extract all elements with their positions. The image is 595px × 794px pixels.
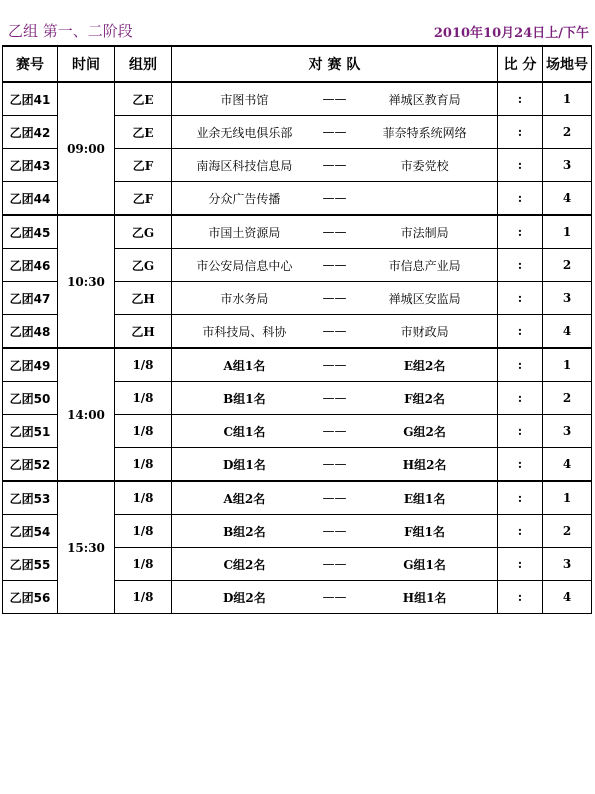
match-teams (172, 348, 498, 382)
match-number: 乙团54 (3, 515, 58, 548)
away-team: 菲奈特系统网络 (382, 125, 467, 140)
match-number: 乙团44 (3, 182, 58, 216)
match-teams (172, 282, 498, 315)
court-number: 2 (543, 515, 592, 548)
home-team: 市国土资源局 (208, 225, 281, 240)
court-number: 1 (543, 215, 592, 249)
home-team: D组1名 (223, 457, 266, 472)
match-number: 乙团48 (3, 315, 58, 349)
match-group: 乙E (115, 116, 172, 149)
column-header-teams: 对 赛 队 (172, 46, 498, 82)
match-group: 1/8 (115, 548, 172, 581)
match-teams (172, 149, 498, 182)
match-teams (172, 448, 498, 482)
table-header-row (3, 46, 592, 82)
time-slot: 15:30 (58, 481, 115, 614)
match-group: 1/8 (115, 382, 172, 415)
court-number: 2 (543, 382, 592, 415)
versus-dash: —— (322, 324, 347, 338)
match-score: : (498, 182, 543, 216)
match-teams (172, 249, 498, 282)
match-score: : (498, 548, 543, 581)
away-team: E组2名 (403, 358, 446, 373)
away-team: H组2名 (402, 457, 447, 472)
schedule-body (3, 82, 592, 614)
match-group: 1/8 (115, 481, 172, 515)
court-number: 4 (543, 182, 592, 216)
match-teams (172, 515, 498, 548)
match-score: : (498, 249, 543, 282)
match-group: 乙H (115, 282, 172, 315)
match-number: 乙团45 (3, 215, 58, 249)
schedule-date: 2010年10月24日上/下午 (433, 26, 589, 41)
match-number: 乙团56 (3, 581, 58, 614)
away-team: 市委党校 (400, 158, 449, 173)
schedule-table (2, 45, 592, 614)
court-number: 1 (543, 82, 592, 116)
match-number: 乙团50 (3, 382, 58, 415)
court-number: 3 (543, 415, 592, 448)
home-team: B组2名 (223, 524, 266, 539)
home-team: 市水务局 (220, 291, 269, 306)
away-team: G组1名 (403, 557, 446, 572)
versus-dash: —— (322, 258, 347, 272)
match-score: : (498, 581, 543, 614)
match-score: : (498, 515, 543, 548)
match-score: : (498, 415, 543, 448)
time-slot: 10:30 (58, 215, 115, 348)
match-number: 乙团42 (3, 116, 58, 149)
away-team: 市法制局 (400, 225, 449, 240)
court-number: 2 (543, 116, 592, 149)
away-team: F组2名 (404, 391, 446, 406)
versus-dash: —— (322, 125, 347, 139)
court-number: 4 (543, 315, 592, 349)
court-number: 4 (543, 581, 592, 614)
match-number: 乙团46 (3, 249, 58, 282)
match-teams (172, 581, 498, 614)
home-team: 分众广告传播 (208, 191, 281, 206)
match-number: 乙团49 (3, 348, 58, 382)
home-team: C组1名 (223, 424, 266, 439)
time-slot: 09:00 (58, 82, 115, 215)
versus-dash: —— (322, 391, 347, 405)
match-teams (172, 481, 498, 515)
match-number: 乙团55 (3, 548, 58, 581)
column-header-court: 场地号 (543, 46, 592, 82)
match-score: : (498, 116, 543, 149)
home-team: 市图书馆 (220, 92, 269, 107)
versus-dash: —— (322, 92, 347, 106)
table-row (3, 215, 592, 249)
match-score: : (498, 315, 543, 349)
versus-dash: —— (322, 590, 347, 604)
court-number: 2 (543, 249, 592, 282)
away-team: E组1名 (403, 491, 446, 506)
table-row (3, 348, 592, 382)
match-score: : (498, 215, 543, 249)
court-number: 3 (543, 548, 592, 581)
match-group: 乙F (115, 149, 172, 182)
match-teams (172, 82, 498, 116)
home-team: 南海区科技信息局 (196, 158, 293, 173)
versus-dash: —— (322, 358, 347, 372)
match-group: 1/8 (115, 348, 172, 382)
match-number: 乙团52 (3, 448, 58, 482)
match-number: 乙团41 (3, 82, 58, 116)
home-team: 市科技局、科协 (202, 324, 287, 339)
match-group: 1/8 (115, 581, 172, 614)
versus-dash: —— (322, 191, 347, 205)
match-group: 1/8 (115, 515, 172, 548)
match-group: 乙G (115, 249, 172, 282)
match-number: 乙团43 (3, 149, 58, 182)
away-team: F组1名 (404, 524, 446, 539)
match-score: : (498, 348, 543, 382)
match-group: 乙E (115, 82, 172, 116)
versus-dash: —— (322, 524, 347, 538)
court-number: 1 (543, 348, 592, 382)
column-header-group: 组别 (115, 46, 172, 82)
match-group: 1/8 (115, 415, 172, 448)
away-team: 禅城区安监局 (388, 291, 461, 306)
column-header-score: 比 分 (498, 46, 543, 82)
match-group: 1/8 (115, 448, 172, 482)
home-team: A组2名 (223, 491, 266, 506)
time-slot: 14:00 (58, 348, 115, 481)
match-teams (172, 548, 498, 581)
versus-dash: —— (322, 491, 347, 505)
versus-dash: —— (322, 457, 347, 471)
match-score: : (498, 382, 543, 415)
court-number: 1 (543, 481, 592, 515)
match-score: : (498, 448, 543, 482)
home-team: A组1名 (223, 358, 266, 373)
match-teams (172, 382, 498, 415)
match-number: 乙团51 (3, 415, 58, 448)
match-teams (172, 215, 498, 249)
versus-dash: —— (322, 225, 347, 239)
match-score: : (498, 149, 543, 182)
match-group: 乙G (115, 215, 172, 249)
away-team: 禅城区教育局 (388, 92, 461, 107)
home-team: C组2名 (223, 557, 266, 572)
table-row (3, 481, 592, 515)
match-score: : (498, 82, 543, 116)
table-row (3, 82, 592, 116)
home-team: 市公安局信息中心 (196, 258, 293, 273)
match-group: 乙F (115, 182, 172, 216)
match-teams (172, 182, 498, 216)
match-group: 乙H (115, 315, 172, 349)
match-teams (172, 315, 498, 349)
away-team: 市信息产业局 (388, 258, 461, 273)
away-team: H组1名 (402, 590, 447, 605)
court-number: 3 (543, 149, 592, 182)
home-team: D组2名 (223, 590, 266, 605)
versus-dash: —— (322, 291, 347, 305)
match-teams (172, 116, 498, 149)
match-score: : (498, 481, 543, 515)
column-header-time: 时间 (58, 46, 115, 82)
match-number: 乙团47 (3, 282, 58, 315)
home-team: 业余无线电俱乐部 (196, 125, 293, 140)
versus-dash: —— (322, 158, 347, 172)
versus-dash: —— (322, 557, 347, 571)
away-team: G组2名 (403, 424, 446, 439)
match-score: : (498, 282, 543, 315)
court-number: 4 (543, 448, 592, 482)
page-title: 乙组 第一、二阶段 (8, 22, 133, 40)
match-teams (172, 415, 498, 448)
column-header-no: 赛号 (3, 46, 58, 82)
home-team: B组1名 (223, 391, 266, 406)
away-team: 市财政局 (400, 324, 449, 339)
court-number: 3 (543, 282, 592, 315)
match-number: 乙团53 (3, 481, 58, 515)
versus-dash: —— (322, 424, 347, 438)
